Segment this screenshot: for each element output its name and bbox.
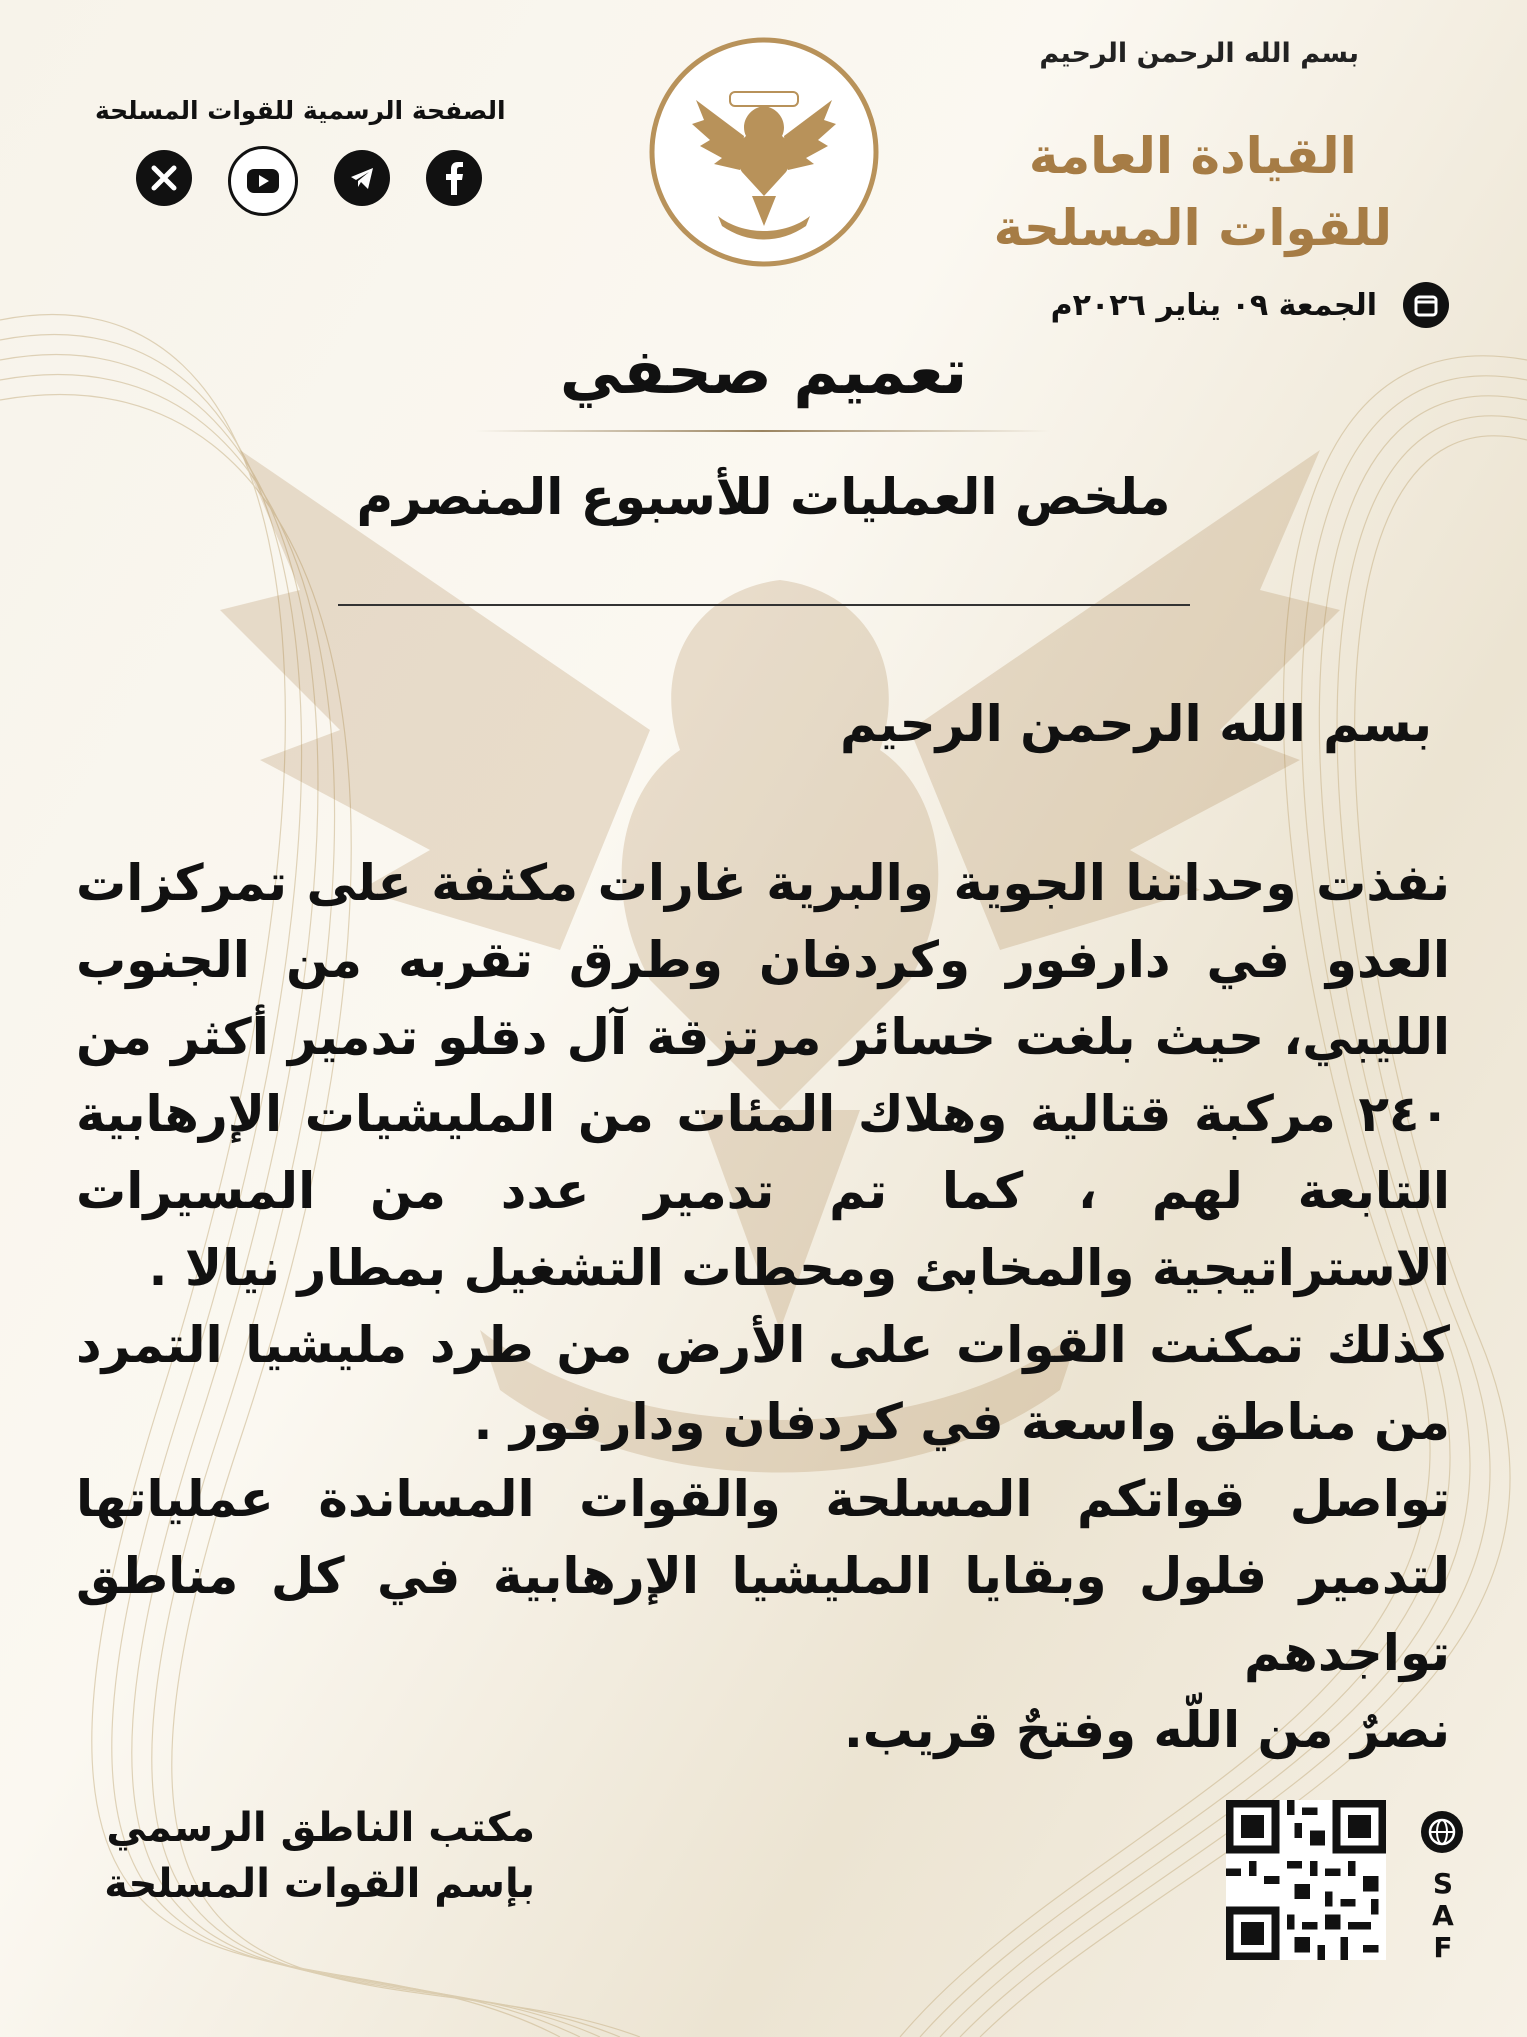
x-icon[interactable] [136,150,192,206]
spokesman-signature [80,1800,535,1912]
organization-title-line2: للقوات المسلحة [993,199,1392,257]
calendar-icon [1403,282,1449,328]
saf-letter: S [1432,1867,1454,1900]
press-release-subtitle: ملخص العمليات للأسبوع المنصرم [356,468,1171,526]
saf-letter: A [1432,1899,1454,1932]
saf-brand [1425,1868,1461,1964]
body-paragraph-2: كذلك تمكنت القوات على الأرض من طرد مليشيا التمرد من مناطق واسعة في كردفان ودارفور . [76,1316,1450,1451]
header-basmala: بسم الله الرحمن الرحيم [1039,38,1359,69]
body-paragraph-4: نصرٌ من اللّه وفتحٌ قريب. [843,1701,1450,1759]
organization-title-line1: القيادة العامة [1028,127,1357,185]
body-paragraph-1: نفذت وحداتنا الجوية والبرية غارات مكثفة على تمركزات العدو في دارفور وكردفان وطرق تقربه من الجنوب الليبي، حيث بلغت خسائر مرتزقة آل دقلو تدمير أكثر من ٢٤٠ مركبة قتالية وهلاك المئات من المليشيات الإرهابية التابعة لهم ، كما تم تدمير عدد من المسيرات الاستراتيجية والمخابئ ومحطات التشغيل بمطار نيالا . [76,854,1450,1297]
title-divider [475,430,1050,432]
signature-line-1: مكتب الناطق الرسمي [106,1805,535,1851]
sudan-eagle-emblem [648,36,880,268]
qr-code[interactable] [1226,1800,1386,1960]
telegram-icon[interactable] [334,150,390,206]
saf-letter: F [1433,1931,1453,1964]
body-basmala: بسم الله الرحمن الرحيم [840,695,1432,753]
saf-letters [1425,1868,1461,1964]
social-links [136,150,482,216]
signature-line-2: بإسم القوات المسلحة [104,1861,535,1907]
date-row [1051,282,1449,328]
youtube-icon[interactable] [228,146,298,216]
body-text [76,845,1450,1769]
facebook-icon[interactable] [426,150,482,206]
body-paragraph-3: تواصل قواتكم المسلحة والقوات المساندة عملياتها لتدمير فلول وبقايا المليشيا الإرهابية في كل مناطق تواجدهم [76,1470,1450,1682]
official-page-label: الصفحة الرسمية للقوات المسلحة [95,96,506,125]
date-text: الجمعة ٠٩ يناير ٢٠٢٦م [1050,287,1377,323]
press-release-title: تعميم صحفي [559,335,968,408]
globe-icon[interactable] [1421,1811,1463,1853]
subtitle-divider [338,604,1190,606]
organization-title [994,120,1392,264]
